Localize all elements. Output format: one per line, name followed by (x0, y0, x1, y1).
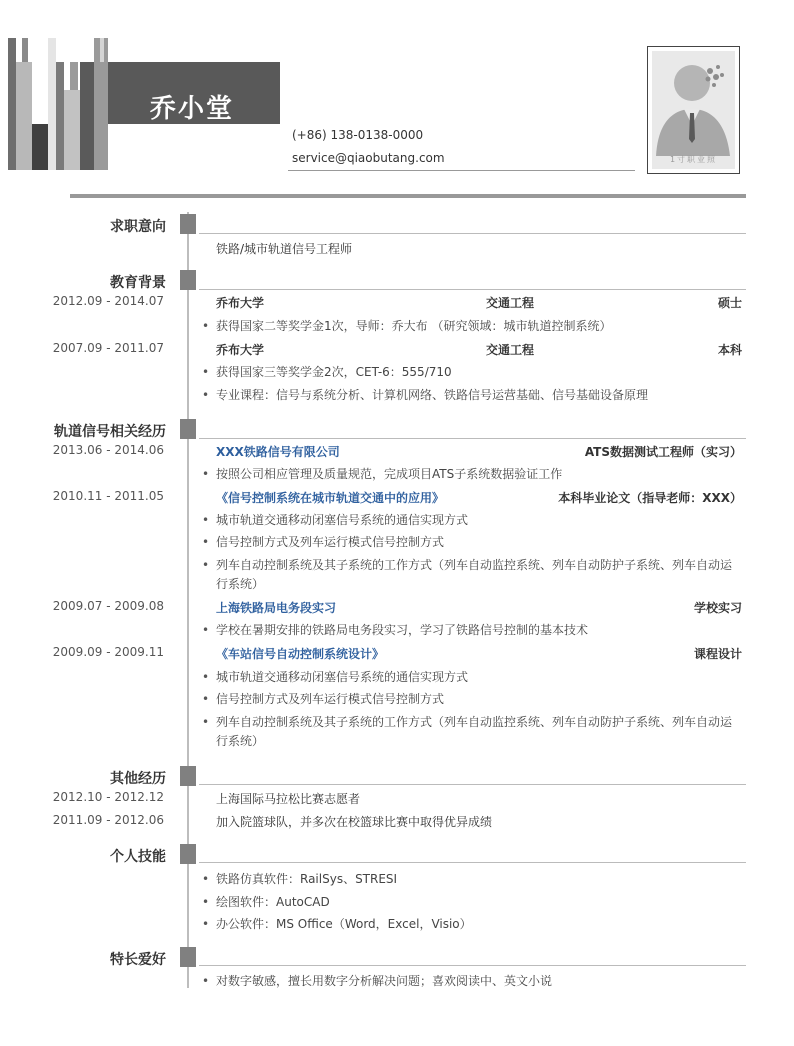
degree: 本科 (717, 343, 742, 357)
job-intention: 铁路/城市轨道信号工程师 (216, 242, 353, 256)
list-item: • 获得国家三等奖学金2次，CET-6：555/710 (202, 363, 742, 382)
section-title: 特长爱好 (110, 952, 166, 968)
degree: 硕士 (717, 296, 742, 310)
section-title: 其他经历 (110, 771, 166, 787)
list-item: • 信号控制方式及列车运行模式信号控制方式 (202, 690, 742, 709)
section-line (199, 233, 746, 234)
role: 课程设计 (693, 647, 742, 661)
profile-photo (647, 46, 740, 174)
project-title: 《车站信号自动控制系统设计》 (216, 647, 385, 661)
thesis-title: 《信号控制系统在城市轨道交通中的应用》 (216, 491, 445, 505)
timeline-line (187, 212, 189, 988)
section-marker (180, 766, 196, 786)
section-marker (180, 214, 196, 234)
list-item: • 获得国家二等奖学金1次，导师：乔大布 （研究领域：城市轨道控制系统） (202, 317, 742, 336)
list-item: • 办公软件：MS Office（Word，Excel，Visio） (202, 915, 742, 934)
section-line (199, 784, 746, 785)
entry-date: 2007.09 - 2011.07 (52, 341, 164, 355)
section-title: 轨道信号相关经历 (54, 424, 166, 440)
role: 本科毕业论文（指导老师：XXX） (558, 491, 742, 505)
list-item: • 按照公司相应管理及质量规范，完成项目ATS子系统数据验证工作 (202, 465, 742, 484)
list-item: • 列车自动控制系统及其子系统的工作方式（列车自动监控系统、列车自动防护子系统、列车自动运行系统） (202, 713, 742, 751)
school-name: 乔布大学 (216, 343, 265, 357)
organization-name: XXX铁路信号有限公司 (216, 445, 340, 459)
contact-divider (288, 170, 635, 171)
entry-date: 2009.07 - 2009.08 (52, 599, 164, 613)
section-marker (180, 419, 196, 439)
entry-date: 2012.10 - 2012.12 (52, 790, 164, 804)
entry-date: 2012.09 - 2014.07 (52, 294, 164, 308)
list-item: • 城市轨道交通移动闭塞信号系统的通信实现方式 (202, 668, 742, 687)
role: 学校实习 (693, 601, 742, 615)
entry-date: 2009.09 - 2009.11 (52, 645, 164, 659)
other-experience: 加入院篮球队，并多次在校篮球比赛中取得优异成绩 (216, 815, 493, 829)
list-item: • 绘图软件：AutoCAD (202, 893, 742, 912)
list-item: • 铁路仿真软件：RailSys、STRESI (202, 870, 742, 889)
major-name: 交通工程 (486, 296, 535, 310)
section-title: 求职意向 (110, 219, 166, 235)
section-marker (180, 844, 196, 864)
section-line (199, 289, 746, 290)
email-address: service@qiaobutang.com (292, 151, 445, 165)
header-rule (70, 194, 746, 198)
major-name: 交通工程 (486, 343, 535, 357)
photo-caption: 1寸职业照 (669, 155, 718, 164)
section-line (199, 438, 746, 439)
entry-date: 2011.09 - 2012.06 (52, 813, 164, 827)
school-name: 乔布大学 (216, 296, 265, 310)
section-marker (180, 270, 196, 290)
section-title: 教育背景 (110, 275, 166, 291)
candidate-name: 乔小堂 (150, 94, 235, 124)
list-item: • 信号控制方式及列车运行模式信号控制方式 (202, 533, 742, 552)
phone-number: (+86) 138-0138-0000 (292, 128, 424, 142)
list-item: • 对数字敏感，擅长用数字分析解决问题；喜欢阅读中、英文小说 (202, 972, 742, 991)
role: ATS数据测试工程师（实习） (584, 445, 742, 459)
other-experience: 上海国际马拉松比赛志愿者 (216, 792, 361, 806)
section-marker (180, 947, 196, 967)
section-title: 个人技能 (110, 849, 166, 865)
person-silhouette-icon (652, 51, 735, 156)
list-item: • 专业课程：信号与系统分析、计算机网络、铁路信号运营基础、信号基础设备原理 (202, 386, 742, 405)
list-item: • 列车自动控制系统及其子系统的工作方式（列车自动监控系统、列车自动防护子系统、列车自动运行系统） (202, 556, 742, 594)
entry-date: 2010.11 - 2011.05 (52, 489, 164, 503)
list-item: • 城市轨道交通移动闭塞信号系统的通信实现方式 (202, 511, 742, 530)
organization-name: 上海铁路局电务段实习 (216, 601, 337, 615)
section-line (199, 862, 746, 863)
list-item: • 学校在暑期安排的铁路局电务段实习，学习了铁路信号控制的基本技术 (202, 621, 742, 640)
section-line (199, 965, 746, 966)
entry-date: 2013.06 - 2014.06 (52, 443, 164, 457)
